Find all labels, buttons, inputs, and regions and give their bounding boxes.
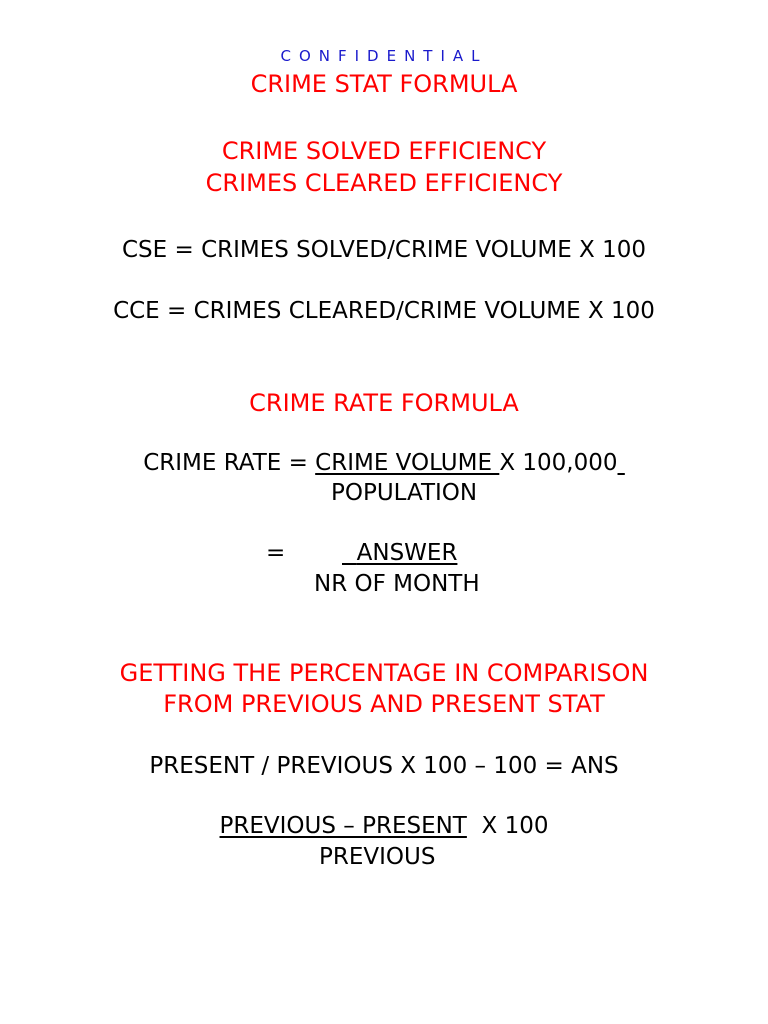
heading-crimes-cleared-efficiency: CRIMES CLEARED EFFICIENCY	[205, 169, 563, 197]
answer-text: ANSWER	[356, 540, 458, 566]
crime-rate-formula-line	[0, 449, 768, 477]
page-title: CRIME STAT FORMULA	[250, 70, 518, 98]
percentage-formula-2	[0, 812, 768, 840]
heading-percentage-comparison: GETTING THE PERCENTAGE IN COMPARISON	[119, 659, 649, 687]
formula2-tail: X 100	[466, 813, 549, 839]
formula2-numerator: PREVIOUS – PRESENT	[219, 813, 467, 839]
heading-crime-rate-formula: CRIME RATE FORMULA	[249, 389, 519, 417]
heading-previous-present-stat: FROM PREVIOUS AND PRESENT STAT	[163, 690, 605, 718]
answer-numerator	[342, 539, 457, 567]
cse-formula: CSE = CRIMES SOLVED/CRIME VOLUME X 100	[121, 237, 646, 263]
crime-rate-multiplier-underline	[618, 450, 625, 476]
formula2-denominator: PREVIOUS	[319, 844, 436, 870]
answer-denominator: NR OF MONTH	[314, 571, 480, 597]
crime-rate-multiplier: X 100,000	[499, 450, 618, 476]
crime-rate-numerator: CRIME VOLUME	[315, 450, 500, 476]
equals-sign: =	[266, 540, 286, 566]
answer-lead-underline	[342, 540, 357, 566]
crime-rate-denominator: POPULATION	[331, 480, 478, 506]
confidential-label: CONFIDENTIAL	[280, 47, 488, 65]
crime-rate-lhs: CRIME RATE =	[143, 450, 316, 476]
cce-formula: CCE = CRIMES CLEARED/CRIME VOLUME X 100	[113, 298, 655, 324]
heading-crime-solved-efficiency: CRIME SOLVED EFFICIENCY	[221, 137, 547, 165]
percentage-formula-1: PRESENT / PREVIOUS X 100 – 100 = ANS	[149, 753, 619, 779]
